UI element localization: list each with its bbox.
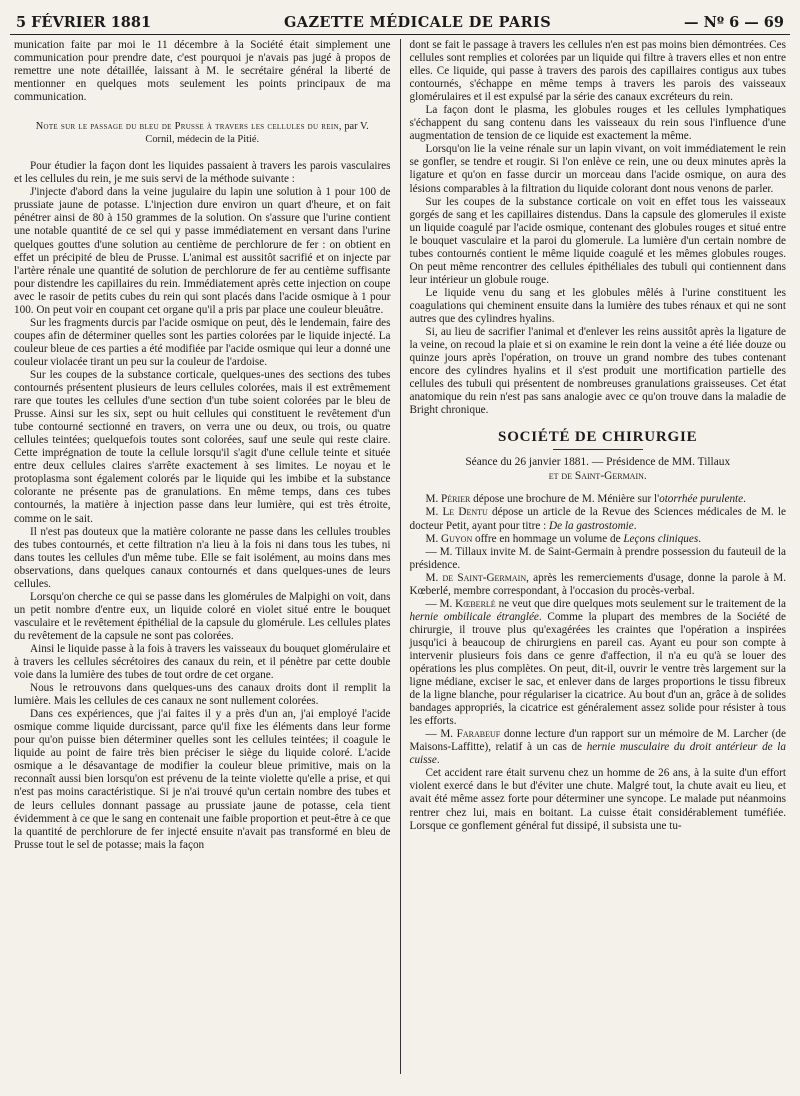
- speaker-name: M. de Saint-Germain: [425, 571, 527, 584]
- column-divider: [400, 39, 401, 1074]
- speaker-name: M. Périer: [425, 493, 471, 506]
- intro-paragraph: munication faite par moi le 11 décembre à la Société était simplement une communication pour prendre date, c'est pourquoi je n'avais pas jugé à propos de remettre une note détaillée, laissant à M. le secrétaire général la liberté de mentionner en quelques mots seulement les points principaux de ma communication.: [14, 39, 391, 104]
- entry-text: dépose un article de la Revue des Sciences médicales de M. le docteur Petit, ayant pour titre :: [409, 506, 786, 532]
- entry-italic: De la gastrostomie: [549, 519, 634, 532]
- entry-text: , après les remerciements d'usage, donne la parole à M. Kœberlé, membre correspondant, à l'occasion du procès-verbal.: [409, 571, 786, 597]
- entry-text: — M. Tillaux invite M. de Saint-Germain à prendre possession du fauteuil de la présidence.: [409, 545, 786, 571]
- entry-tail: .: [436, 754, 440, 767]
- left-column: [10, 39, 395, 1074]
- page-header: [10, 14, 790, 31]
- session-line-1: Séance du 26 janvier 1881. — Présidence de MM. Tillaux: [465, 456, 731, 469]
- minutes-entry: [410, 506, 787, 532]
- note-title: [20, 120, 385, 146]
- session-heading: [410, 456, 787, 483]
- section-title: SOCIÉTÉ DE CHIRURGIE: [498, 429, 698, 446]
- speaker-name: M. Guyon: [425, 532, 473, 545]
- paragraph: Cet accident rare était survenu chez un homme de 26 ans, à la suite d'un effort violent exercé dans le but d'éviter une chute. Malgré tout, la chute avait eu lieu, et avait été même assez forte pour déterminer une syncope. Le malade put néanmoins rentrer chez lui, mais en boitant. La cuisse était considérablement tuméfiée. Lorsque ce gonflement général fut dissipé, il subsista une tu-: [409, 767, 786, 832]
- paragraph: La façon dont le plasma, les globules rouges et les cellules lymphatiques s'échappent du sang contenu dans les vaisseaux du rein sous l'influence d'une augmentation de tension de ce liquide est exactement la même.: [409, 104, 786, 143]
- entry-italic: hernie musculaire du droit antérieur de la cuisse: [409, 741, 786, 767]
- entry-tail: .: [743, 493, 746, 506]
- entry-text: donne lecture d'un rapport sur un mémoire de M. Larcher (de Maisons-Laffitte), relatif à un cas de: [409, 728, 786, 754]
- minutes-entry: [410, 546, 787, 572]
- header-date: 5 FÉVRIER 1881: [16, 14, 152, 31]
- session-line-2: et de Saint-Germain.: [548, 469, 647, 482]
- paragraph: Ainsi le liquide passe à la fois à travers les vaisseaux du bouquet glomérulaire et à travers les cellules sécrétoires des canaux du rein, et il pénètre par cette double voie dans la lumière des tubes de tout ordre de cet organe.: [14, 642, 391, 682]
- entry-italic: otorrhée purulente: [659, 493, 744, 506]
- minutes-entry: [410, 493, 787, 506]
- speaker-name: — M. Farabeuf: [425, 728, 501, 741]
- minutes-entry: [410, 598, 787, 728]
- speaker-name: — M. Kœberlé: [425, 597, 496, 610]
- paragraph: Il n'est pas douteux que la matière colorante ne passe dans les cellules troubles des tubes contournés, et cette filtration n'a lieu à la fois ni dans tous les tubes, ni dans toutes les cellules d'un même tube. Elle se fait isolément, au moins dans mes observations, dans quelques canaux contournés et dans quelques-unes de leurs cellules.: [14, 525, 391, 590]
- header-issue-number: — Nº 6 — 69: [684, 14, 784, 31]
- header-journal-title: GAZETTE MÉDICALE DE PARIS: [284, 14, 552, 31]
- entry-italic: hernie ombilicale étranglée: [409, 610, 539, 623]
- paragraph: Sur les fragments durcis par l'acide osmique on peut, dès le lendemain, faire des coupes afin de déterminer quelles sont les parties colorées par le liquide injecté. La couleur bleue de ces parties a été modifiée par l'acide osmique qui leur a donné une couleur violacée tirant un peu sur la couleur de l'ardoise.: [14, 316, 391, 368]
- paragraph: Pour étudier la façon dont les liquides passaient à travers les parois vasculaires et les cellules du rein, je me suis servi de la méthode suivante :: [14, 160, 391, 186]
- entry-italic: Leçons cliniques: [623, 532, 699, 545]
- entry-tail: .: [698, 532, 702, 545]
- note-title-author: par V. Cornil, médecin de la Pitié.: [145, 121, 369, 146]
- minutes-entry: [410, 533, 787, 546]
- text-columns: [10, 39, 790, 1074]
- speaker-name: M. Le Dentu: [425, 506, 488, 519]
- paragraph: Lorsqu'on cherche ce qui se passe dans les glomérules de Malpighi on voit, dans un petit nombre d'entre eux, un liquide coloré en violet situé entre le bouquet vasculaire et le revêtement épithélial de la capsule du glomérule. Les cellules plates du revêtement de la capsule ne sont pas colorées.: [14, 590, 391, 642]
- right-column: [406, 39, 791, 1074]
- paragraph: Sur les coupes de la substance corticale on voit en effet tous les vaisseaux gorgés de sang et les capillaires distendus. Dans la capsule des glomerules il existe un liquide coagulé par l'acide osmique, contenant des globules rouges et situé entre le bouquet vasculaire et la paroi du glomerule. La lumière d'un certain nombre de tubes contournés contient le même liquide coagulé et les mêmes globules rouges. On peut même rencontrer des cellules épithéliales des tubuli qui contiennent dans leur intérieur un globule rouge.: [409, 195, 786, 286]
- paragraph: dont se fait le passage à travers les cellules n'en est pas moins bien démontrées. Ces cellules sont remplies et colorées par un liquide qui filtre à travers elles et non entre elles. Ce liquide, qui passe à travers des parois des capillaires contigus aux tubes contournés, s'échappe en même temps à travers les parois des vaisseaux glomérulaires et il est expulsé par la série des canaux excréteurs du rein.: [409, 39, 786, 104]
- entry-text: dépose une brochure de M. Ménière sur l': [473, 493, 660, 506]
- paragraph: Dans ces expériences, que j'ai faites il y a près d'un an, j'ai employé l'acide osmique comme liquide durcissant, parce qu'il fixe les éléments dans leur forme pour qu'on puisse bien déterminer quelles sont les cellules teintées; il coagule le liquide au point de faire très bien préciser le siège du liquide coloré. L'acide osmique a le désavantage de modifier la couleur bleue primitive, mais on la reconnaît aussi bien lorsqu'on est prévenu de la teinte violette qu'elle a prise, et qui n'est pas moins caractéristique. Si je n'ai trouvé qu'un certain nombre des tubes et de leurs cellules donnant passage au prussiate jaune de potasse, cela tient évidemment à ce que le sang en contenait une faible proportion et peut-être à ce que la quantité de perchlorure de fer injecté ensuite n'avait pas transformé en bleu de Prusse tout le sel de potasse; mais la façon: [14, 708, 391, 851]
- note-title-main: Note sur le passage du bleu de Prusse à travers les cellules du rein,: [35, 121, 342, 133]
- entry-tail: . Comme la plupart des membres de la Société de chirurgie, il trouve plus qu'exagérées les craintes que l'opération a inspirées jusqu'ici à beaucoup de chirurgiens en pareil cas. Ayant eu pour son compte à intervenir plusieurs fois dans ce genre d'affection, il n'a eu qu'à se louer des opérations les plus complètes. On peut, dit-il, ouvrir le ventre très largement sur la ligne médiane, exciser le sac, et enlever dans de larges proportions le tissu fibreux de la ligne blanche, pour régulariser la cicatrice. Au bout d'un an, grâce à de solides bandages appropriés, la cicatrice est généralement assez solide pour résister à tous les efforts.: [409, 610, 786, 728]
- header-rule: [10, 34, 790, 35]
- entry-text: offre en hommage un volume de: [475, 532, 624, 545]
- paragraph: Si, au lieu de sacrifier l'animal et d'enlever les reins aussitôt après la ligature de la veine, on recoud la plaie et si on examine le rein dont la veine a été liée douze ou quinze jours après l'opération, on trouve un grand nombre des tubes contenant encore des cylindres hyalins et il s'est produit une mortification partielle des cellules des tubuli qui présentent de nombreuses granulations graisseuses. Cet état anatomique du rein n'est pas sans analogie avec ce qu'on trouve dans la maladie de Bright chronique.: [409, 326, 786, 417]
- section-rule: [553, 449, 643, 450]
- paragraph: Nous le retrouvons dans quelques-uns des canaux droits dont il remplit la lumière. Mais les cellules de ces canaux ne sont nullement colorées.: [14, 682, 391, 708]
- entry-text: ne veut que dire quelques mots seulement sur le traitement de la: [498, 597, 787, 610]
- minutes-entry: [410, 572, 787, 598]
- paragraph: J'injecte d'abord dans la veine jugulaire du lapin une solution à 1 pour 100 de prussiate jaune de potasse. L'injection dure environ un quart d'heure, et on fait pénétrer ainsi de 80 à 150 grammes de la solution. On s'assure que l'urine contient une notable quantité de ce sel qui y passe immédiatement en versant dans l'urine quelques gouttes d'une solution au centième de perchlorure de fer : on obtient en effet un précipité de bleu de Prusse. L'animal est aussitôt sacrifié et on injecte par l'artère rénale une quantité de solution de perchlorure de fer au centième suffisante pour distendre les capillaires du rein. Immédiatement après cette injection on coupe avec le rasoir de petits cubes du rein qui sont placés dans l'acide osmique à 1 pour 100. On peut voir en coupant cet organe qu'il a pris par place une couleur bleuâtre.: [14, 186, 391, 316]
- minutes-entry: [410, 728, 787, 767]
- entry-tail: .: [633, 519, 637, 532]
- paragraph: Sur les coupes de la substance corticale, quelques-unes des sections des tubes contournés présentent plusieurs de leurs cellules colorées, mais il est extrêmement rare que toutes les cellules d'une section d'un tube soient colorées par le bleu de Prusse. Ainsi sur les six, sept ou huit cellules qui constituent le revêtement d'un tube contourné sectionné en travers, on verra une ou deux, ou trois, ou quatre cellules teintées; quelquefois toutes sont colorées, sauf une seule qui reste claire. Cette imprégnation de toute la cellule lorsqu'il s'agit d'une cellule teinte et située entre deux cellules claires s'arrête exactement à ses limites. Le noyau et le protoplasma sont également colorés par le liquide qui les imbibe et la substance colorante ne présente pas de granulations. En même temps, dans ces tubes contournés, la matière à injection passe dans leur lumière, qui est très étroite, comme on le sait.: [14, 368, 391, 525]
- paragraph: Le liquide venu du sang et les globules mêlés à l'urine constituent les coagulations qui cheminent ensuite dans la lumière des tubes rénaux et qui ne sont autres que des cylindres hyalins.: [409, 286, 786, 325]
- paragraph: Lorsqu'on lie la veine rénale sur un lapin vivant, on voit immédiatement le rein se gonfler, se tendre et rougir. Si l'on enlève ce rein, une ou deux minutes après la ligature et qu'on en fasse durcir un morceau dans l'acide osmique, on aura des lésions comparables à la filtration du liquide colorant dont nous venons de parler.: [409, 143, 786, 195]
